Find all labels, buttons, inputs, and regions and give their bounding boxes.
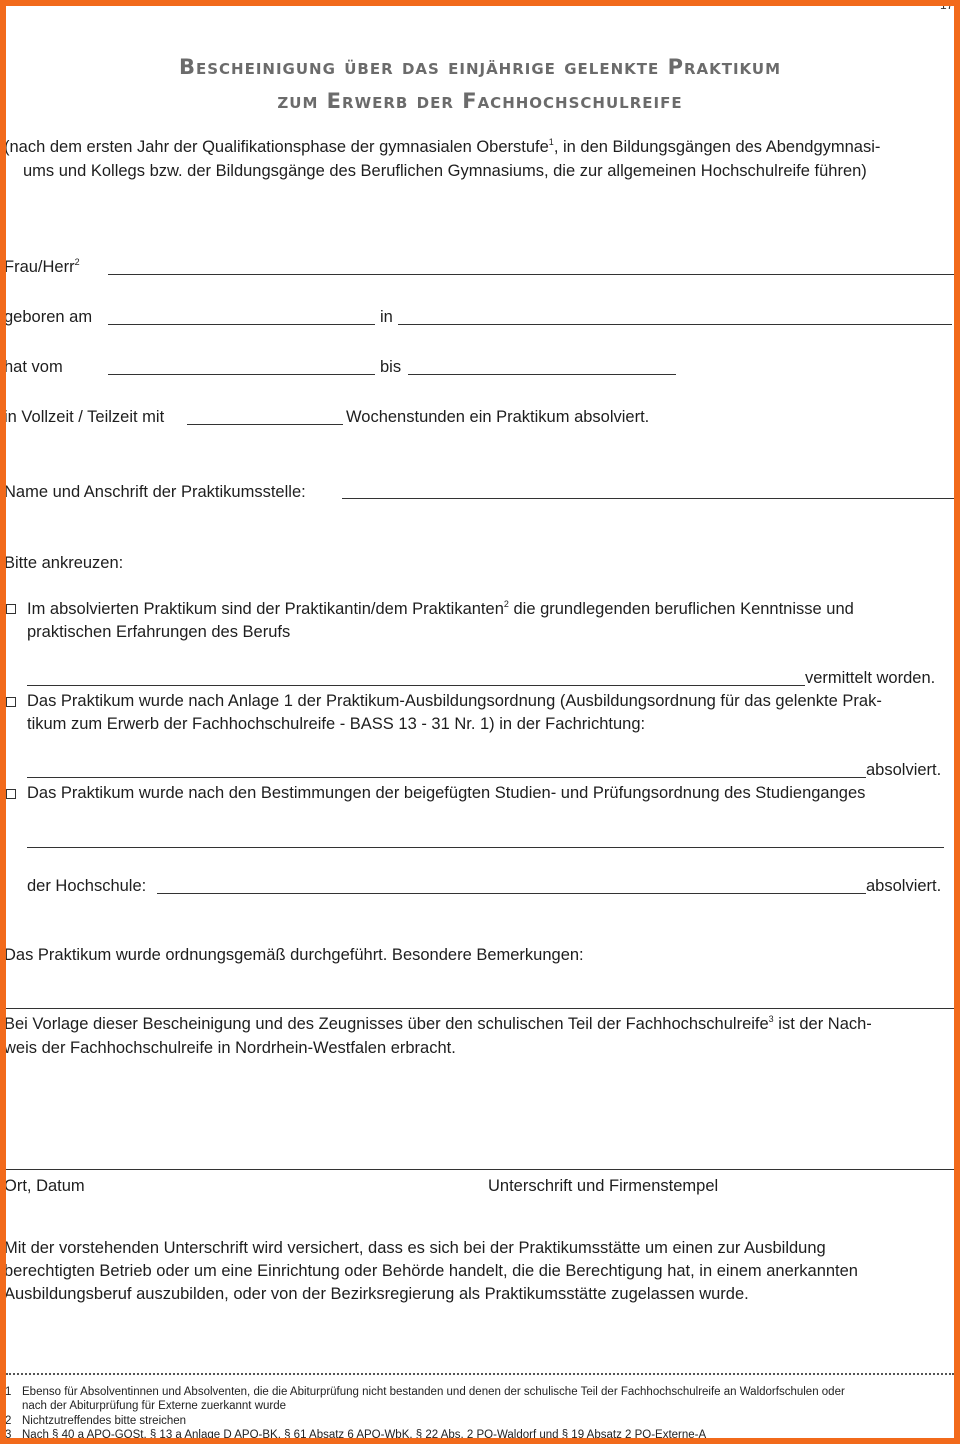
- page-number: 17: [940, 0, 954, 12]
- frau-herr-field[interactable]: [108, 274, 954, 275]
- bemerkungen-label: Das Praktikum wurde ordnungsgemäß durchgeführt. Besondere Bemerkungen:: [4, 946, 584, 964]
- option1-line1: Im absolvierten Praktikum sind der Praktikantin/dem Praktikanten$^2$ die grundlegenden beruflichen Kenntnisse und: [27, 599, 854, 618]
- footnote-2-num: 2: [5, 1415, 12, 1427]
- versicherung-line2: berechtigten Betrieb oder um eine Einrichtung oder Behörde handelt, die die Berechtigung hat, in einem anerkannten: [4, 1262, 858, 1280]
- hat-vom-label: hat vom: [4, 358, 63, 376]
- footnote-1-line2: nach der Abiturprüfung für Externe zuerkannt wurde: [22, 1400, 287, 1412]
- bis-label: bis: [380, 358, 402, 376]
- praktikumsstelle-field[interactable]: [342, 498, 954, 499]
- praktikumsstelle-label: Name und Anschrift der Praktikumsstelle:: [4, 483, 306, 501]
- ort-datum-label: Ort, Datum: [4, 1177, 85, 1195]
- intro-line2: ums und Kollegs bzw. der Bildungsgänge des Beruflichen Gymnasiums, die zur allgemeinen Hochschulreife führen): [23, 162, 867, 180]
- footnote-2-line1: Nichtzutreffendes bitte streichen: [22, 1415, 187, 1427]
- geburtsort-label: in: [380, 308, 393, 326]
- geboren-am-field[interactable]: [108, 324, 375, 325]
- geboren-am-label: geboren am: [4, 308, 93, 326]
- option1-end: vermittelt worden.: [805, 669, 936, 687]
- footnote-1-num: 1: [5, 1386, 12, 1398]
- beruf-field[interactable]: [27, 685, 805, 686]
- option3-end: absolviert.: [866, 877, 942, 895]
- option2-line2: tikum zum Erwerb der Fachhochschulreife - BASS 13 - 31 Nr. 1) in der Fachrichtung:: [27, 715, 646, 733]
- vorlage-line2: weis der Fachhochschulreife in Nordrhein-Westfalen erbracht.: [4, 1039, 456, 1057]
- hat-vom-field[interactable]: [108, 374, 375, 375]
- page-title-line2: zum Erwerb der Fachhochschulreife: [277, 89, 683, 113]
- versicherung-line3: Ausbildungsberuf auszubilden, oder von der Bezirksregierung als Praktikumsstätte zugelassen wurde.: [4, 1285, 749, 1303]
- page-title-line1: Bescheinigung über das einjährige gelenkte Praktikum: [178, 55, 782, 79]
- bis-field[interactable]: [408, 374, 676, 375]
- footnote-3-line1: Nach § 40 a APO-GOSt, § 13 a Anlage D APO-BK, § 61 Absatz 6 APO-WbK, § 22 Abs. 2 PO-Waldorf und § 19 Absatz 2 PO-Externe-A: [22, 1429, 707, 1441]
- option3-line1: Das Praktikum wurde nach den Bestimmungen der beigefügten Studien- und Prüfungsordnung des Studienganges: [27, 784, 866, 802]
- footnote-divider: [6, 1373, 954, 1375]
- unterschrift-label: Unterschrift und Firmenstempel: [488, 1177, 719, 1195]
- option3-checkbox[interactable]: [6, 789, 16, 799]
- frau-herr-label: Frau/Herr$^2$: [4, 257, 80, 276]
- option2-checkbox[interactable]: [6, 697, 16, 707]
- geburtsort-field[interactable]: [398, 324, 952, 325]
- versicherung-line1: Mit der vorstehenden Unterschrift wird versichert, dass es sich bei der Praktikumsstätte um einen zur Ausbildung: [4, 1239, 826, 1257]
- wochenstunden-field[interactable]: [187, 424, 343, 425]
- footnote-1-line1: Ebenso für Absolventinnen und Absolventen, die die Abiturprüfung nicht bestanden und denen der schulische Teil der Fachhochschulreife an Waldorfschulen oder: [22, 1386, 845, 1398]
- ankreuzen-label: Bitte ankreuzen:: [4, 554, 124, 572]
- studiengang-field[interactable]: [27, 847, 944, 848]
- wochenstunden-label: Wochenstunden ein Praktikum absolviert.: [346, 408, 650, 426]
- hochschule-label: der Hochschule:: [27, 877, 147, 895]
- bemerkungen-field[interactable]: [6, 1008, 954, 1009]
- vollzeit-label: in Vollzeit / Teilzeit mit: [4, 408, 165, 426]
- option1-line2: praktischen Erfahrungen des Berufs: [27, 623, 291, 641]
- vorlage-line1: Bei Vorlage dieser Bescheinigung und des Zeugnisses über den schulischen Teil der Fachhochschulreife$^3$ ist der Nach-: [4, 1014, 872, 1033]
- fachrichtung-field[interactable]: [27, 777, 866, 778]
- signature-field[interactable]: [6, 1169, 954, 1170]
- option1-checkbox[interactable]: [6, 604, 16, 614]
- option2-end: absolviert.: [866, 761, 942, 779]
- footnote-3-num: 3: [5, 1429, 12, 1441]
- option2-line1: Das Praktikum wurde nach Anlage 1 der Praktikum-Ausbildungsordnung (Ausbildungsordnung für das gelenkte Prak-: [27, 692, 882, 710]
- hochschule-field[interactable]: [157, 893, 866, 894]
- intro-line1: (nach dem ersten Jahr der Qualifikationsphase der gymnasialen Oberstufe$^1$, in den Bildungsgängen des Abendgymnasi-: [4, 137, 881, 156]
